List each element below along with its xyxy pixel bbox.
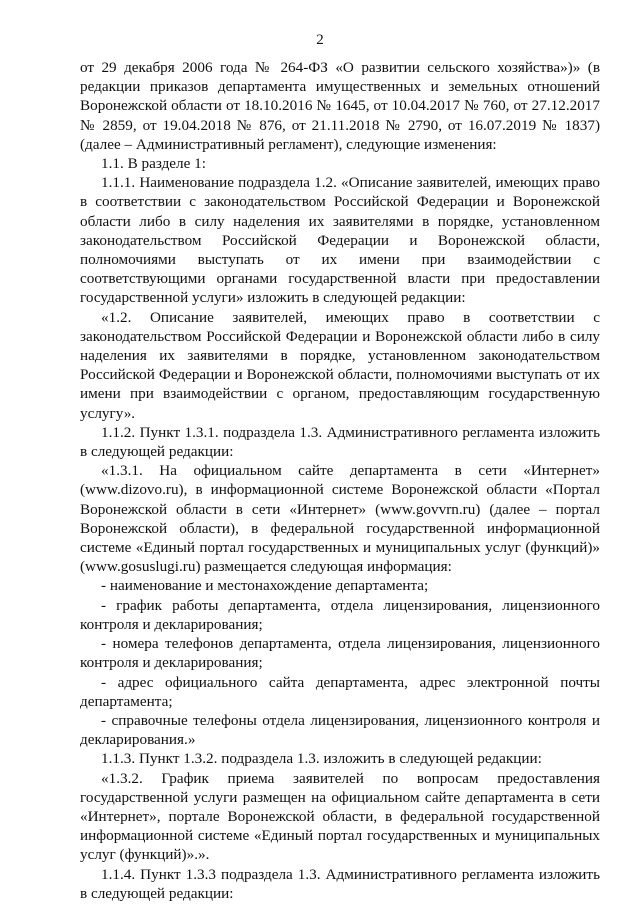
- paragraph-1-1-3: 1.1.3. Пункт 1.3.2. подраздела 1.3. изложить в следующей редакции:: [101, 750, 542, 768]
- paragraph-quote-1-3-2: «1.3.2. График приема заявителей по вопросам предоставления государственной услуги размещен на официальном сайте департамента в сети «Интернет», портале Воронежской области, в федеральной государственной информационной системе «Единый портал государственных и муниципальных услуг (функций)».».: [80, 769, 600, 864]
- page-number: 2: [316, 32, 324, 48]
- paragraph-intro: от 29 декабря 2006 года № 264-ФЗ «О развитии сельского хозяйства»)» (в редакции приказов департамента имущественных и земельных отношений Воронежской области от 18.10.2016 № 1645, от 10.04.2017 № 760, от 27.12.2017 № 2859, от 19.04.2018 № 876, от 21.11.2018 № 2790, от 16.07.2019 № 1837) (далее – Административный регламент), следующие изменения:: [80, 59, 600, 153]
- list-item: - справочные телефоны отдела лицензирования, лицензионного контроля и декларирования.»: [80, 711, 600, 749]
- list-item: - адрес официального сайта департамента, адрес электронной почты департамента;: [80, 673, 600, 710]
- paragraph-1-1-1: 1.1.1. Наименование подраздела 1.2. «Описание заявителей, имеющих право в соответствии с законодательством Российской Федерации и Воронежской области либо в силу наделения их заявителями в порядке, установленном законодательством Российской Федерации и Воронежской области, полномочиями выступать от их имени при взаимодействии с соответствующими органами государственной власти при предоставлении государственной услуги» изложить в следующей редакции:: [80, 174, 600, 307]
- list-item: - номера телефонов департамента, отдела лицензирования, лицензионного контроля и декларирования;: [80, 635, 600, 672]
- list-item: - наименование и местонахождение департамента;: [101, 577, 429, 595]
- paragraph-1-1: 1.1. В разделе 1:: [101, 155, 206, 173]
- paragraph-quote-1-2: «1.2. Описание заявителей, имеющих право в соответствии с законодательством Российской Федерации и Воронежской области либо в силу наделения их заявителями в порядке, установленном законодательством Российской Федерации и Воронежской области, полномочиями выступать от их имени при взаимодействии с органом, предоставляющим государственную услугу».: [80, 308, 600, 422]
- document-body: [80, 58, 600, 903]
- list-item: - график работы департамента, отдела лицензирования, лицензионного контроля и декларирования;: [80, 596, 600, 633]
- paragraph-quote-1-3-1: «1.3.1. На официальном сайте департамента в сети «Интернет» (www.dizovo.ru), в информационной системе Воронежской области «Портал Воронежской области в сети «Интернет» (www.govvrn.ru) (далее – портал Воронежской области), в федеральной государственной информационной системе «Единый портал государственных и муниципальных услуг (функций)» (www.gosuslugi.ru) размещается следующая информация:: [80, 462, 600, 576]
- paragraph-1-1-4: 1.1.4. Пункт 1.3.3 подраздела 1.3. Административного регламента изложить в следующей редакции:: [80, 865, 600, 902]
- paragraph-1-1-2: 1.1.2. Пункт 1.3.1. подраздела 1.3. Административного регламента изложить в следующей редакции:: [80, 423, 600, 461]
